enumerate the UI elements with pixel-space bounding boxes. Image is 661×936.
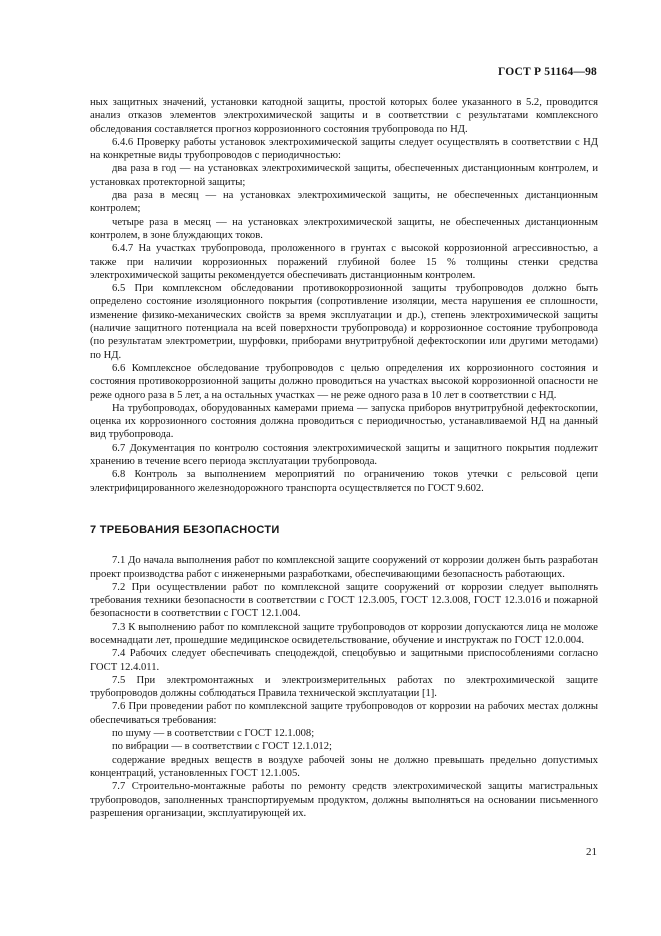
paragraph-7-2: 7.2 При осуществлении работ по комплексной защите сооружений от коррозии следует выполнять требования техники безопасности в соответствии с ГОСТ 12.3.005, ГОСТ 12.3.008, ГОСТ 12.3.016 и пожарной безопасности в соответствии с ГОСТ 12.1.004. [90,581,598,620]
document-code-header: ГОСТ Р 51164—98 [498,66,597,78]
paragraph-6-4-7: 6.4.7 На участках трубопровода, проложенного в грунтах с высокой коррозионной агрессивностью, а также при наличии коррозионных поражений глубиной более 15 % толщины стенки средства электрохимической защиты рекомендуется обеспечивать дистанционным контролем. [90,243,598,281]
paragraph-7-1: 7.1 До начала выполнения работ по комплексной защите сооружений от коррозии должен быть разработан проект производства работ с инженерными разработками, обеспечивающими безопасность работающих. [90,555,598,580]
paragraph-6-7: 6.7 Документация по контролю состояния электрохимической защиты и защитного покрытия подлежит хранению в течение всего периода эксплуатации трубопровода. [90,442,598,468]
paragraph-6-6-pipelines: На трубопроводах, оборудованных камерами приема — запуска приборов внутритрубной дефектоскопии, оценка их коррозионного состояния должна проводиться с периодичностью, устанавливаемой НД на данный вид трубопровода. [90,402,598,441]
paragraph-7-5: 7.5 При электромонтажных и электроизмерительных работах по электрохимической защите трубопроводов должны соблюдаться Правила технической эксплуатации [1]. [90,674,598,700]
page-number: 21 [586,846,597,858]
paragraph-6-8: 6.8 Контроль за выполнением мероприятий по ограничению токов утечки с рельсовой цепи электрифицированного железнодорожного транспорта осуществляется по ГОСТ 9.602. [90,469,598,494]
paragraph-7-6-harmful-substances: содержание вредных веществ в воздухе рабочей зоны не должно превышать предельно допустимых концентраций, установленных ГОСТ 12.1.005. [90,754,598,779]
section-7-heading: 7 ТРЕБОВАНИЯ БЕЗОПАСНОСТИ [90,523,280,536]
paragraph-6-6: 6.6 Комплексное обследование трубопроводов с целью определения их коррозионного состояния и состояния противокоррозионной защиты должно проводиться на участках высокой коррозионной опасности не реже одного раза в 5 лет, а на остальных участках — не реже одного раза в 10 лет в соответствии с НД. [90,362,598,401]
paragraph-6-5: 6.5 При комплексном обследовании противокоррозионной защиты трубопроводов должно быть определено состояние изоляционного покрытия (сопротивление изоляции, места нарушения ее сплошности, изменение физико-механических свойств за время эксплуатации и др.), степень электрохимической защиты (наличие защитного потенциала на всей поверхности трубопровода) и коррозионное состояние трубопровода (по результатам электрометрии, шурфовки, приборами внутритрубной дефектоскопии или другими методами) по НД. [90,283,598,361]
paragraph-6-4-6: 6.4.6 Проверку работы установок электрохимической защиты следует осуществлять в соответствии с НД на конкретные виды трубопроводов с периодичностью: [90,136,598,162]
paragraph-6-4-5-continuation: ных защитных значений, установки катодной защиты, простой которых более указанного в 5.2, проводится анализ отказов элементов электрохимической защиты и в соответствии с результатами комплексного обследования составляется прогноз коррозионного состояния трубопровода по НД. [90,97,598,135]
paragraph-6-4-6-item-1: два раза в год — на установках электрохимической защиты, обеспеченных дистанционным контролем, и установках протекторной защиты; [90,163,598,188]
paragraph-7-3: 7.3 К выполнению работ по комплексной защите трубопроводов от коррозии допускаются лица не моложе восемнадцати лет, прошедшие медицинское освидетельствование, обучение и инструктаж по ГОСТ 12.0.004. [90,621,598,646]
paragraph-7-6-vibration: по вибрации — в соответствии с ГОСТ 12.1.012; [112,741,332,753]
paragraph-7-7: 7.7 Строительно-монтажные работы по ремонту средств электрохимической защиты магистральных трубопроводов, заполненных транспортируемым продуктом, должны выполняться на основании письменного разрешения организации, эксплуатирующей их. [90,781,598,819]
paragraph-7-6: 7.6 При проведении работ по комплексной защите трубопроводов от коррозии на рабочих местах должны обеспечиваться требования: [90,701,598,726]
paragraph-6-4-6-item-3: четыре раза в месяц — на установках электрохимической защиты, не обеспеченных дистанционным контролем, в зоне блуждающих токов. [90,216,598,241]
paragraph-7-6-noise: по шуму — в соответствии с ГОСТ 12.1.008; [112,728,315,740]
paragraph-6-4-6-item-2: два раза в месяц — на установках электрохимической защиты, не обеспеченных дистанционным контролем; [90,190,598,215]
document-body [90,96,598,820]
paragraph-7-4: 7.4 Рабочих следует обеспечивать спецодеждой, спецобувью и защитными приспособлениями согласно ГОСТ 12.4.011. [90,648,598,673]
